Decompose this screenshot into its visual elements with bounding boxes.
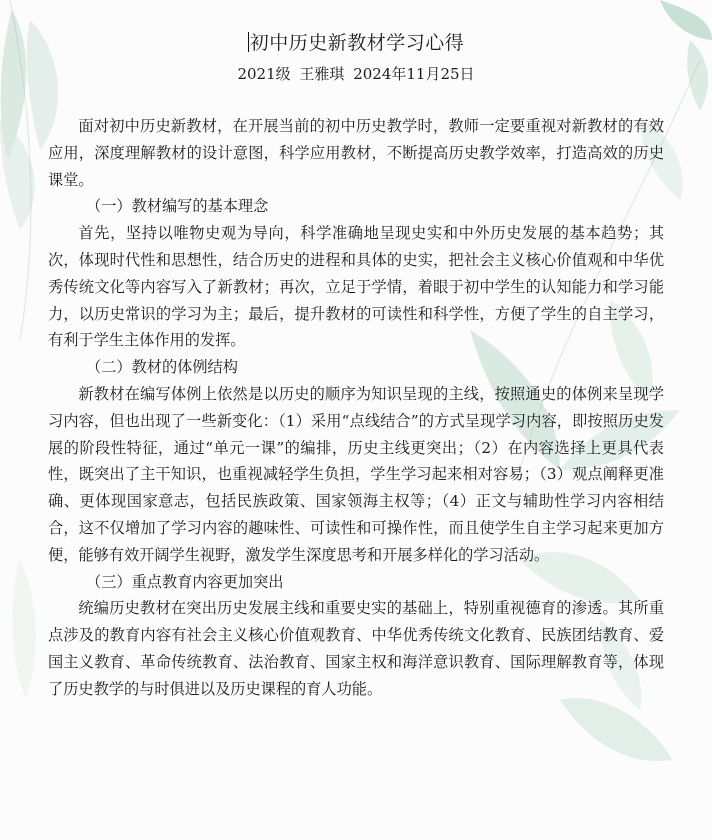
- section-heading-2: （二）教材的体例结构: [86, 358, 238, 377]
- intro-paragraph: 面对初中历史新教材，在开展当前的初中历史教学时，教师一定要重视对新教材的有效应用，深度理解教材的设计意图，科学应用教材，不断提高历史教学效率，打造高效的历史课堂。: [48, 117, 664, 189]
- byline-grade: 2021级: [237, 65, 291, 83]
- document-body: [48, 113, 664, 703]
- section-heading-3: （三）重点教育内容更加突出: [86, 572, 284, 591]
- byline-author: 王雅琪: [299, 65, 345, 83]
- section-3-paragraph: 统编历史教材在突出历史发展主线和重要史实的基础上，特别重视德育的渗透。其所重点涉及的教育内容有社会主义核心价值观教育、中华优秀传统文化教育、民族团结教育、爱国主义教育、革命传统教育、法治教育、国家主权和海洋意识教育、国际理解教育等，体现了历史教学的与时俱进以及历史课程的育人功能。: [48, 599, 664, 698]
- section-heading-1: （一）教材编写的基本理念: [86, 197, 269, 216]
- document-title: [0, 30, 712, 56]
- section-1-paragraph: 首先，坚持以唯物史观为导向，科学准确地呈现史实和中外历史发展的基本趋势；其次，体现时代性和思想性，结合历史的进程和具体的史实，把社会主义核心价值观和中华优秀传统文化等内容写入了新教材；再次，立足于学情，着眼于初中学生的认知能力和学习能力，以历史常识的学习为主；最后，提升教材的可读性和科学性，方便了学生的自主学习，有利于学生主体作用的发挥。: [48, 224, 664, 350]
- document-byline: [0, 63, 712, 85]
- document-title-text: 初中历史新教材学习心得: [249, 32, 465, 54]
- byline-date: 2024年11月25日: [353, 65, 475, 83]
- section-2-paragraph: 新教材在编写体例上依然是以历史的顺序为知识呈现的主线，按照通史的体例来呈现学习内容，但也出现了一些新变化：（1）采用“点线结合”的方式呈现学习内容，即按照历史发展的阶段性特征，通过“单元一课”的编排，历史主线更突出；（2）在内容选择上更具代表性，既突出了主干知识，也重视减轻学生负担，学生学习起来相对容易；（3）观点阐释更准确、更体现国家意志，包括民族政策、国家领海主权等；（4）正文与辅助性学习内容相结合，这不仅增加了学习内容的趣味性、可读性和可操作性，而且使学生自主学习起来更加方便，能够有效开阔学生视野，激发学生深度思考和开展多样化的学习活动。: [48, 384, 664, 564]
- text-cursor-icon: [248, 32, 249, 52]
